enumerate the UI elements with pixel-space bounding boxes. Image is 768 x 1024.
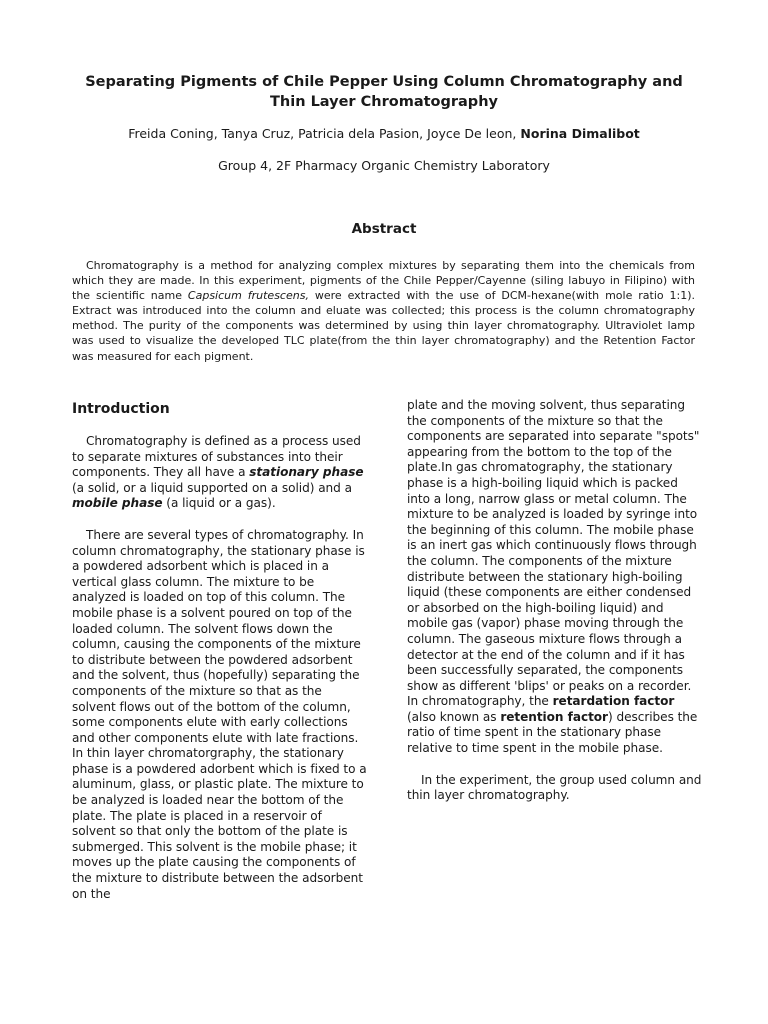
abstract-text bbox=[72, 258, 695, 364]
intro-paragraph-2 bbox=[72, 528, 368, 902]
term-retardation-factor: retardation factor bbox=[552, 694, 675, 709]
term-mobile-phase: mobile phase bbox=[72, 496, 163, 511]
p2-text: There are several types of chromatography. In column chromatography, the stationary phase is a powdered adsorbent which is placed in a vertical glass column. The mixture to be analyzed is loaded on top of this column. The mobile phase is a solvent poured on top of the loaded column. The solvent flows down the column, causing the components of the mixture to distribute between the powdered adsorbent and the solvent, thus (hopefully) separating the components of the mixture so that as the solvent flows out of the bottom of the column, some components elute with early collections and other components elute with late fractions. In thin layer chromatorgraphy, the stationary phase is a powdered adorbent which is fixed to a aluminum, glass, or plastic plate. The mixture to be analyzed is loaded near the bottom of the plate. The plate is placed in a reservoir of solvent so that only the bottom of the plate is submerged. This solvent is the mobile phase; it moves up the plate causing the components of the mixture to distribute between the adsorbent on the bbox=[72, 527, 367, 901]
abstract-heading: Abstract bbox=[351, 221, 417, 237]
group-affiliation: Group 4, 2F Pharmacy Organic Chemistry Laboratory bbox=[218, 158, 550, 173]
paper-title: Separating Pigments of Chile Pepper Using Column Chromatography and Thin Layer Chromatography bbox=[85, 74, 683, 110]
term-retention-factor: retention factor bbox=[500, 709, 608, 724]
author-list bbox=[60, 126, 708, 142]
p1-text-a: Chromatography is defined as a process used to separate mixtures of substances into their components. They all have a bbox=[72, 434, 361, 480]
p3-text-a: plate and the moving solvent, thus separating the components of the mixture so that the components are separated into separate "spots" appearing from the bottom to the top of the plate.In gas chromatography, the stationary phase is a high-boiling liquid which is packed into a long, narrow glass or metal column. The mixture to be analyzed is loaded by syringe into the beginning of this column. The mobile phase is an inert gas which continuously flows through the column. The components of the mixture distribute between the stationary high-boiling liquid (these components are either condensed or absorbed on the high-boiling liquid) and mobile gas (vapor) phase moving through the column. The gaseous mixture flows through a detector at the end of the column and if it has been successfully separated, the components show as different 'blips' or peaks on a recorder. In chromatography, the bbox=[407, 398, 700, 709]
p1-text-c: (a liquid or a gas). bbox=[166, 496, 276, 511]
left-column bbox=[72, 398, 368, 902]
p3-text-b: (also known as bbox=[407, 709, 497, 724]
abstract-part-1: Chromatography is a method for analyzing complex mixtures by separating them into the chemicals from which they are made. In this experiment, pigments of the Chile Pepper/Cayenne (siling labuyo in Filipino) with the scientific name bbox=[72, 259, 695, 303]
intro-paragraph-1 bbox=[72, 434, 368, 512]
authors-bold: Norina Dimalibot bbox=[520, 126, 640, 141]
right-column bbox=[407, 398, 703, 804]
intro-paragraph-3 bbox=[407, 398, 703, 757]
introduction-heading: Introduction bbox=[72, 401, 170, 417]
p3-text-c: ) describes the ratio of time spent in the stationary phase relative to time spent in the mobile phase. bbox=[407, 709, 698, 756]
authors-regular: Freida Coning, Tanya Cruz, Patricia dela Pasion, Joyce De leon, bbox=[128, 126, 517, 141]
term-stationary-phase: stationary phase bbox=[249, 465, 364, 480]
scientific-name: Capsicum frutescens, bbox=[187, 289, 309, 303]
p1-text-b: (a solid, or a liquid supported on a solid) and a bbox=[72, 480, 352, 495]
abstract-part-2: were extracted with the use of DCM-hexane(with mole ratio 1:1). Extract was introduced into the column and eluate was collected; this process is the column chromatography method. The purity of the components was determined by using thin layer chromatography. Ultraviolet lamp was used to visualize the developed TLC plate(from the thin layer chromatography) and the Retention Factor was measured for each pigment. bbox=[72, 289, 696, 363]
p4-text: In the experiment, the group used column and thin layer chromatography. bbox=[407, 772, 702, 803]
intro-paragraph-4 bbox=[407, 773, 703, 804]
